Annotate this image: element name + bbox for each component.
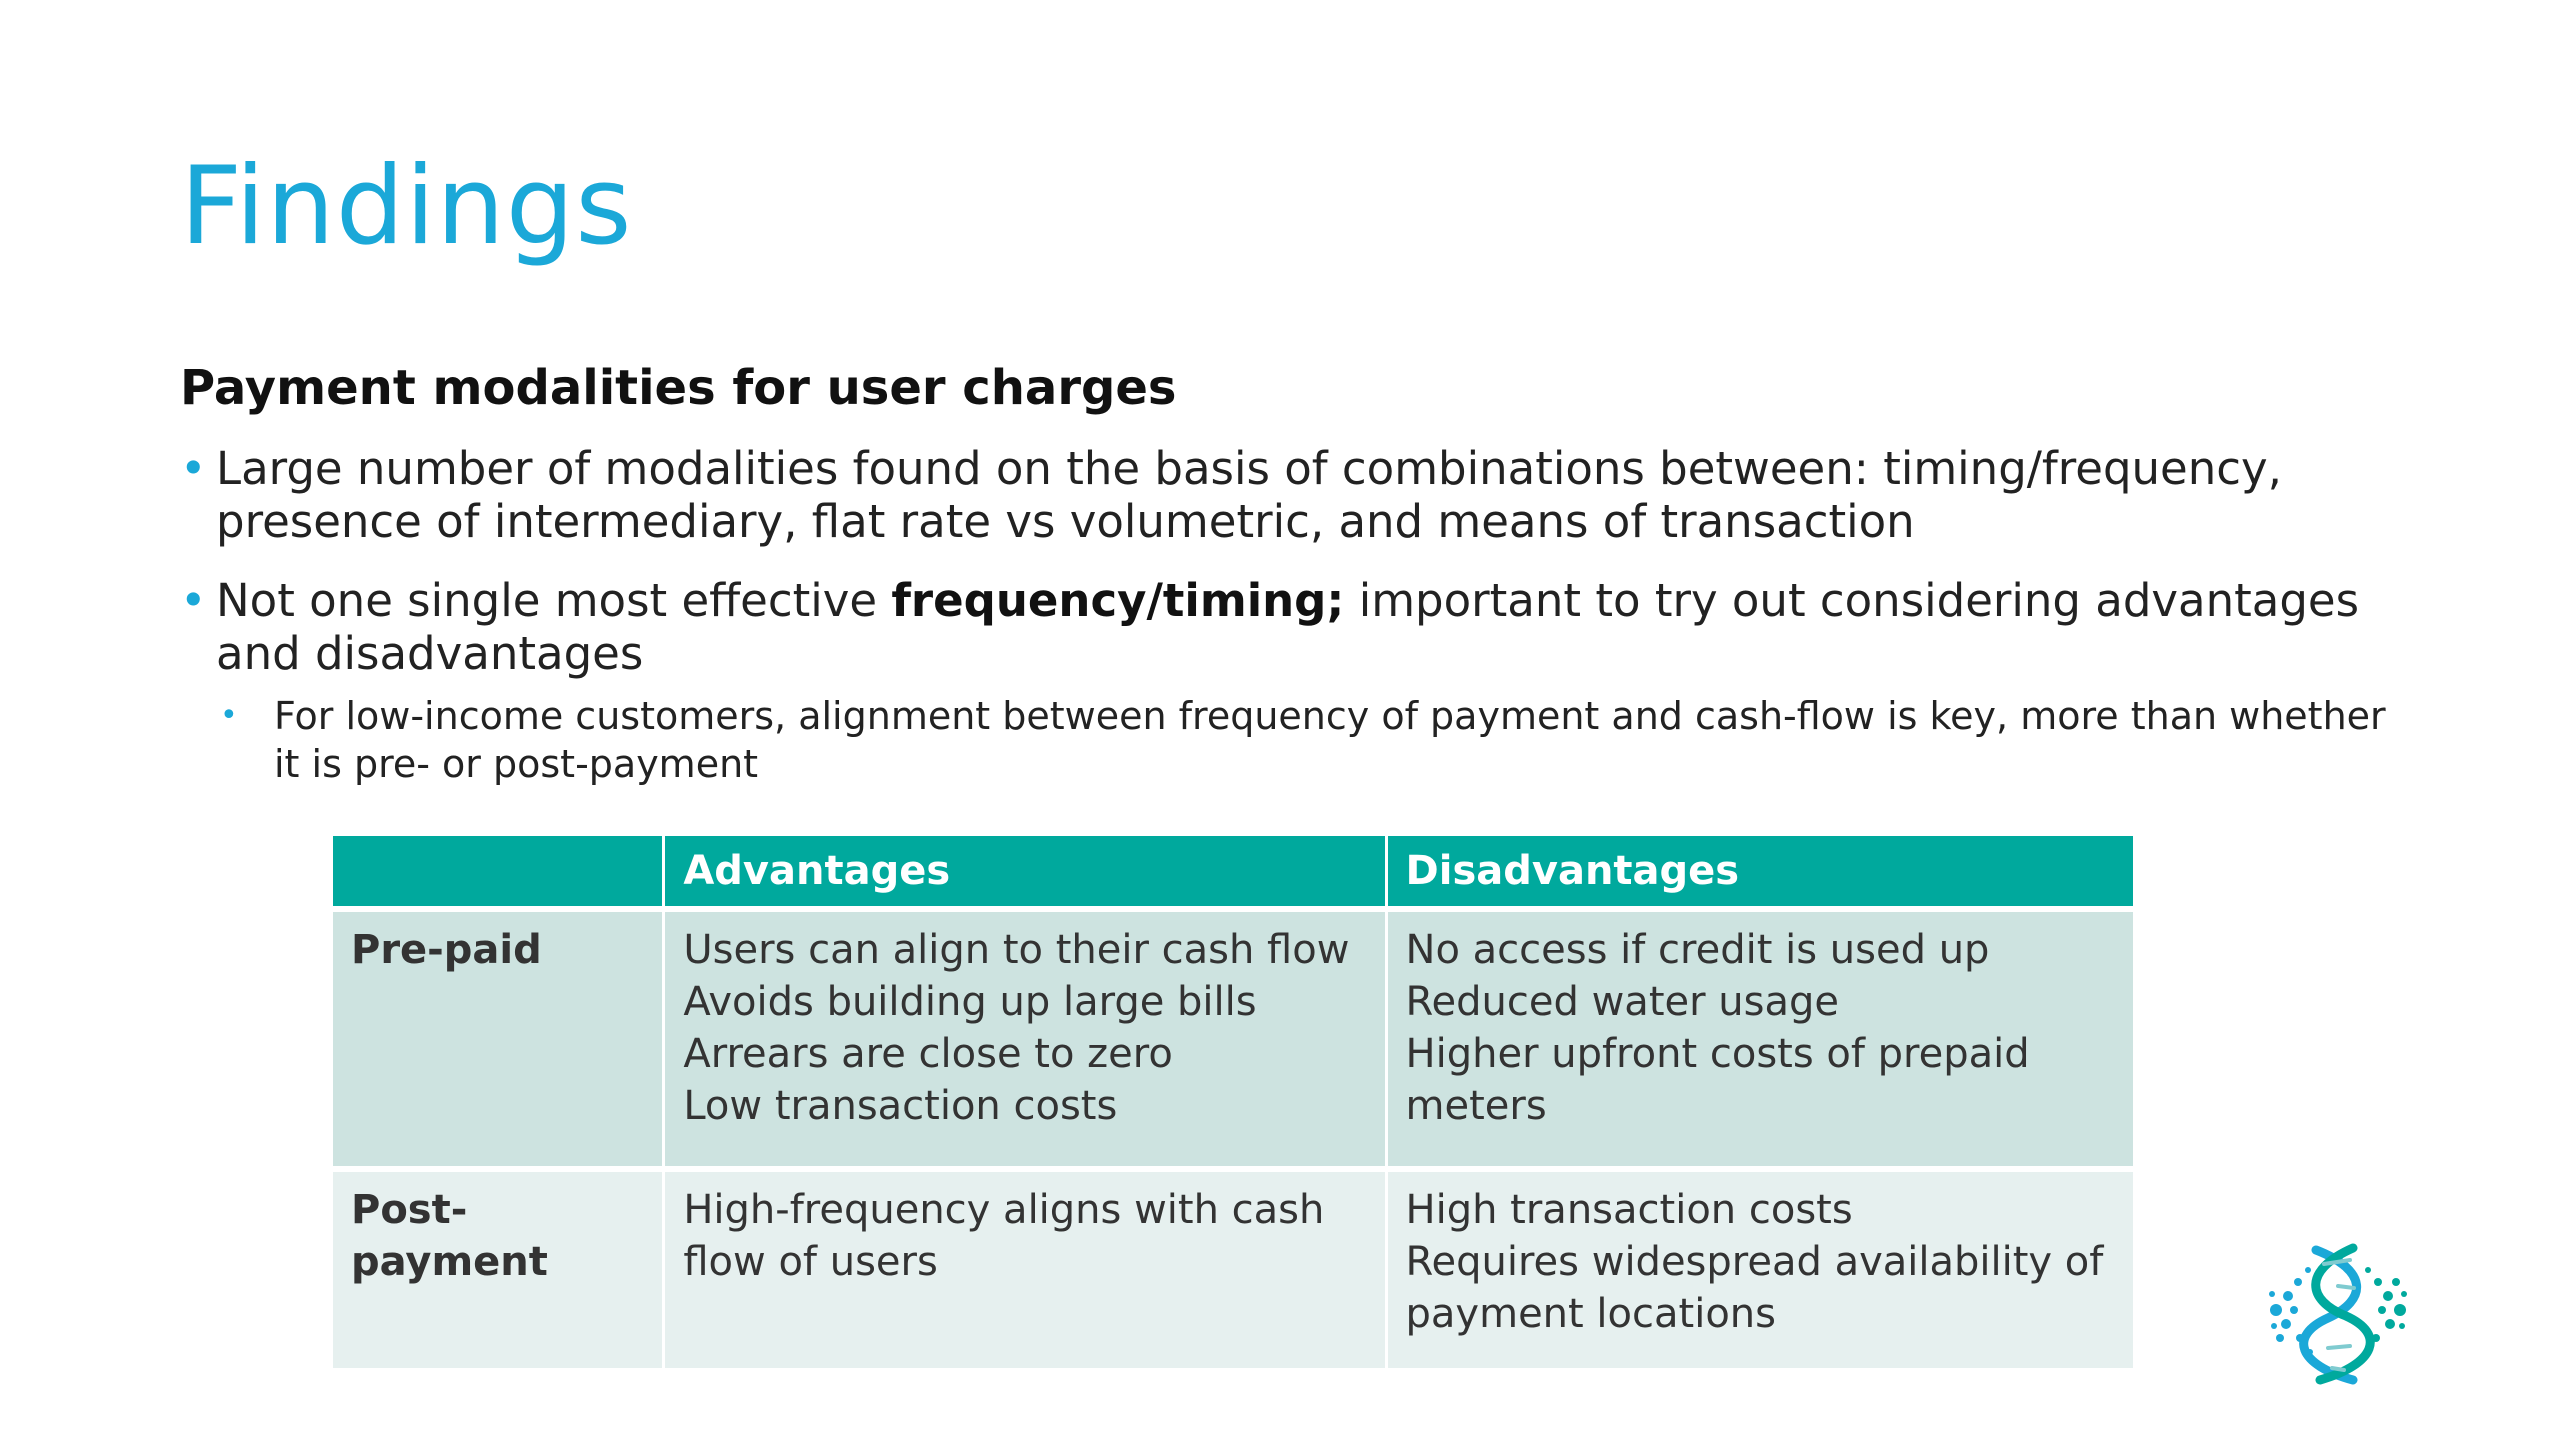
bullet-item-modalities <box>180 442 2400 548</box>
disadvantage-item: No access if credit is used up <box>1405 927 1990 973</box>
header-cell-advantages: Advantages <box>665 836 1384 912</box>
disadvantage-item: Reduced water usage <box>1405 979 1839 1025</box>
bullet-dot: • <box>180 574 207 627</box>
cell-post-payment-advantages <box>665 1172 1384 1368</box>
header-cell-disadvantages: Disadvantages <box>1388 836 2133 912</box>
cell-pre-paid-disadvantages <box>1388 912 2133 1172</box>
table-header-row <box>333 836 2133 912</box>
bullet-text-start: Not one single most effective <box>216 574 892 627</box>
row-label-post-payment: Post-payment <box>333 1172 662 1368</box>
bullet-text-emphasis: frequency/timing; <box>891 574 1345 627</box>
bullet-text: Large number of modalities found on the basis of combinations between: timing/frequency, presence of intermediary, flat rate vs volumetric, and means of transaction <box>216 442 2282 548</box>
bullet-item-frequency <box>180 574 2400 680</box>
sub-bullet-text: For low-income customers, alignment between frequency of payment and cash-flow is key, more than whether it is pre- or post-payment <box>274 694 2386 786</box>
cell-pre-paid-advantages <box>665 912 1384 1172</box>
advantage-item: Arrears are close to zero <box>683 1031 1173 1077</box>
slide-title: Findings <box>180 144 633 269</box>
disadvantage-item: Higher upfront costs of prepaid meters <box>1405 1031 2030 1129</box>
bullet-text-end: important to try out considering advantages and disadvantages <box>216 574 2360 680</box>
table-row-post-payment <box>333 1172 2133 1368</box>
advantage-item: Users can align to their cash flow <box>683 927 1350 973</box>
table-row-pre-paid <box>333 912 2133 1172</box>
section-subtitle: Payment modalities for user charges <box>180 360 1177 416</box>
disadvantage-item: High transaction costs <box>1405 1187 1853 1233</box>
advantage-item: High-frequency aligns with cash flow of users <box>683 1187 1325 1285</box>
header-cell-blank <box>333 836 662 912</box>
sub-bullet-dot: • <box>220 698 238 733</box>
payment-modalities-table <box>330 836 2136 1368</box>
cell-post-payment-disadvantages <box>1388 1172 2133 1368</box>
sub-bullet-low-income <box>180 692 2400 788</box>
dna-helix-logo-icon <box>2258 1230 2418 1390</box>
advantage-item: Low transaction costs <box>683 1083 1118 1129</box>
advantage-item: Avoids building up large bills <box>683 979 1257 1025</box>
disadvantage-item: Requires widespread availability of payment locations <box>1405 1239 2104 1337</box>
bullet-list <box>180 442 2400 788</box>
bullet-dot: • <box>180 442 207 495</box>
row-label-pre-paid: Pre-paid <box>333 912 662 1172</box>
